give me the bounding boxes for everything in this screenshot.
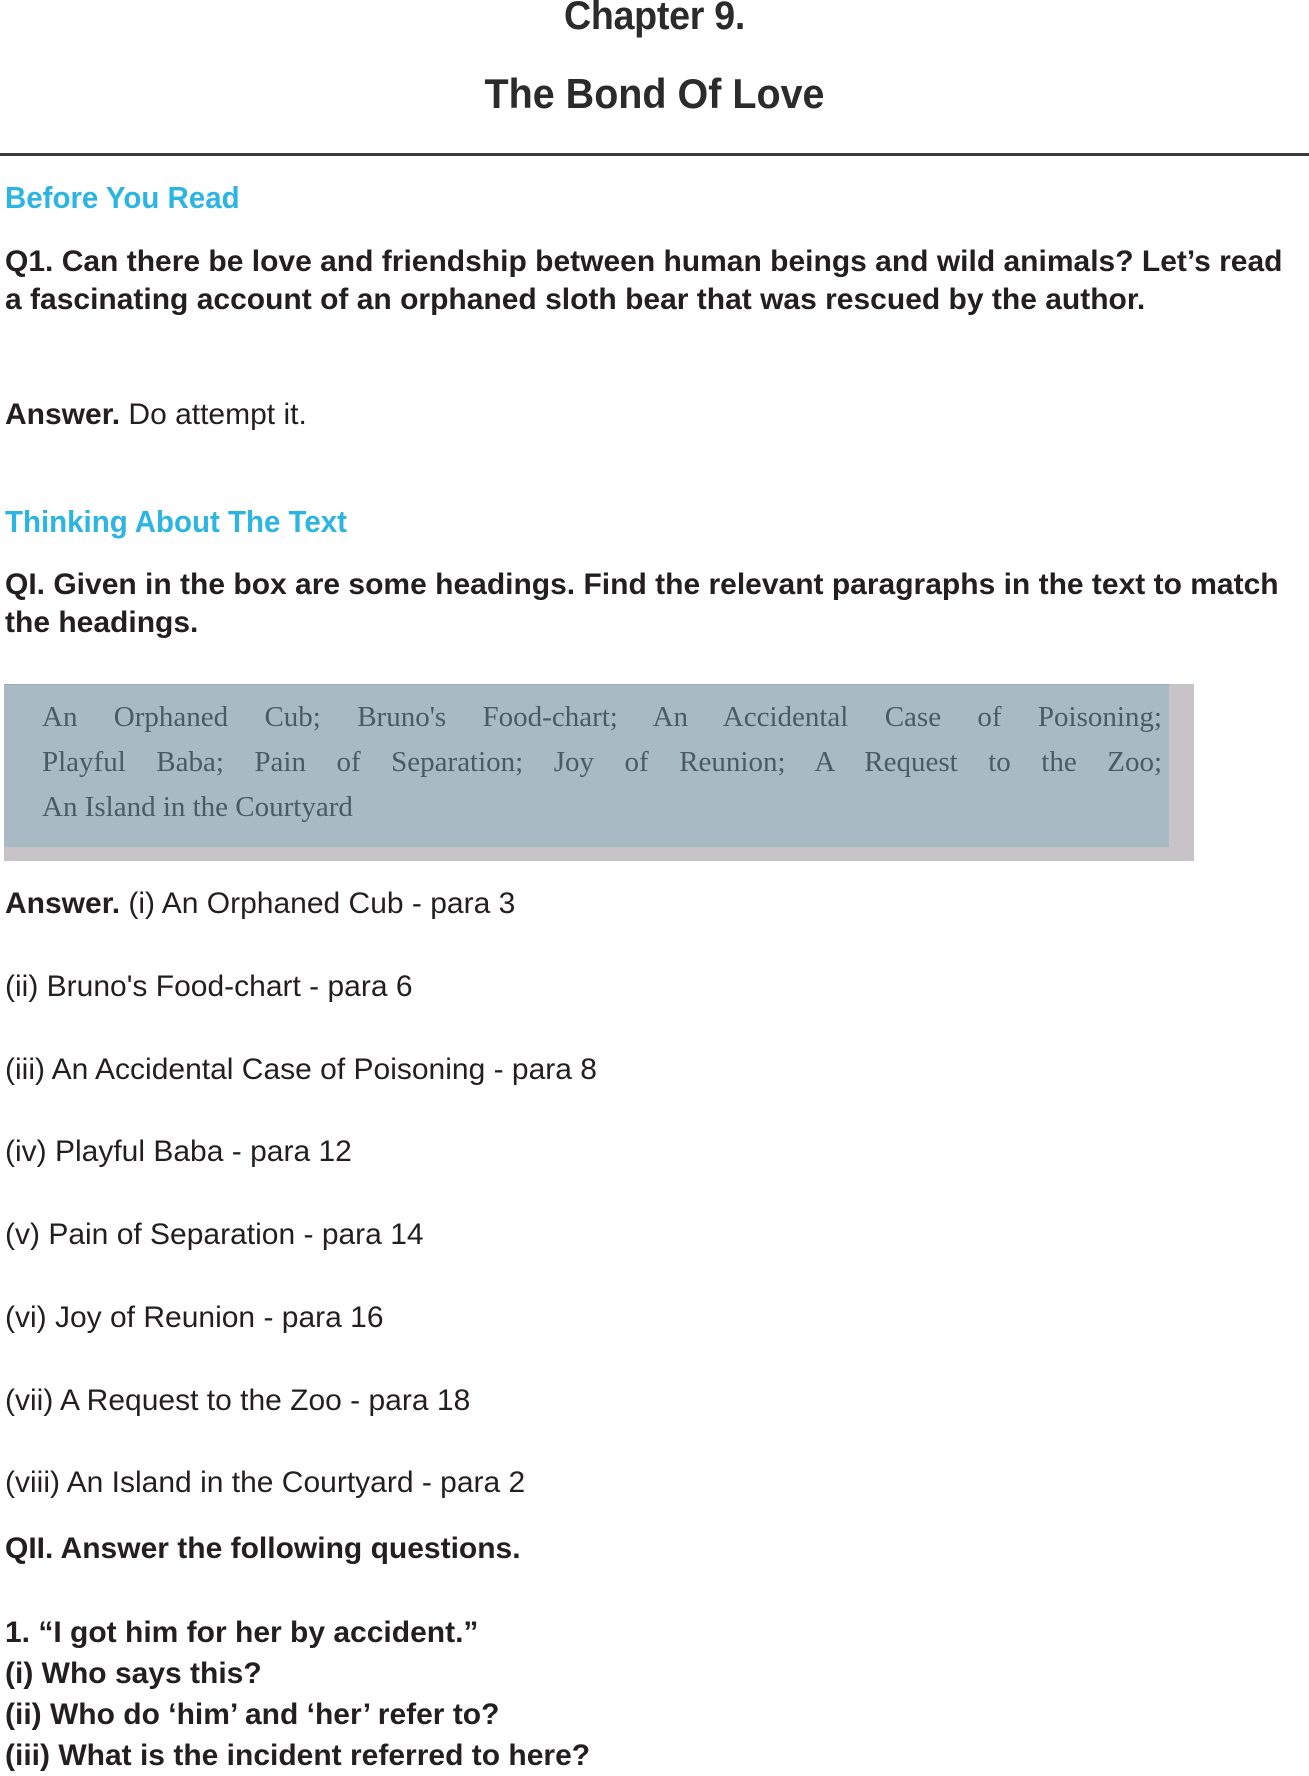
question-qii-item: (i) Who says this? xyxy=(5,1657,262,1690)
question-qii-item: 1. “I got him for her by accident.” xyxy=(5,1616,479,1649)
answer-qi-item: (iii) An Accidental Case of Poisoning - para 8 xyxy=(5,1053,597,1086)
question-q1: Q1. Can there be love and friendship between human beings and wild animals? Let’s read a fascinating account of an orphaned sloth bear that was rescued by the author. xyxy=(5,245,1283,316)
question-qii: QII. Answer the following questions. xyxy=(5,1532,521,1565)
headings-box-inner xyxy=(4,684,1169,847)
chapter-number: Chapter 9. xyxy=(563,0,746,38)
headings-box xyxy=(4,684,1194,861)
header-divider xyxy=(0,153,1309,156)
section-heading-before-you-read: Before You Read xyxy=(5,180,240,215)
headings-box-text xyxy=(42,695,1162,830)
question-qii-item: (ii) Who do ‘him’ and ‘her’ refer to? xyxy=(5,1698,500,1731)
answer-qi-item: (vi) Joy of Reunion - para 16 xyxy=(5,1301,384,1334)
answer-label: Answer. xyxy=(5,887,121,920)
answer-text: (i) An Orphaned Cub - para 3 xyxy=(128,887,516,920)
answer-qi-item: (v) Pain of Separation - para 14 xyxy=(5,1218,424,1251)
answer-qi-item: (viii) An Island in the Courtyard - para 2 xyxy=(5,1466,526,1499)
answer-label: Answer. xyxy=(5,398,121,431)
chapter-title: The Bond Of Love xyxy=(484,70,825,117)
answer-text: Do attempt it. xyxy=(120,398,307,431)
question-qii-item: (iii) What is the incident referred to here? xyxy=(5,1739,591,1772)
answer-qi-item: (iv) Playful Baba - para 12 xyxy=(5,1135,352,1168)
answer-qi-item: (ii) Bruno's Food-chart - para 6 xyxy=(5,970,413,1003)
section-heading-thinking-about-the-text: Thinking About The Text xyxy=(5,504,347,539)
answer-qi-item: (vii) A Request to the Zoo - para 18 xyxy=(5,1384,471,1417)
question-qi: QI. Given in the box are some headings. Find the relevant paragraphs in the text to match the headings. xyxy=(5,568,1279,639)
headings-box-line: An Island in the Courtyard xyxy=(42,791,353,823)
answer-qi-item xyxy=(5,886,515,922)
headings-box-line: Playful Baba; Pain of Separation; Joy of Reunion; A Request to the Zoo; xyxy=(42,746,1162,778)
answer-q1 xyxy=(5,397,307,433)
headings-box-line: An Orphaned Cub; Bruno's Food-chart; An Accidental Case of Poisoning; xyxy=(42,701,1162,733)
